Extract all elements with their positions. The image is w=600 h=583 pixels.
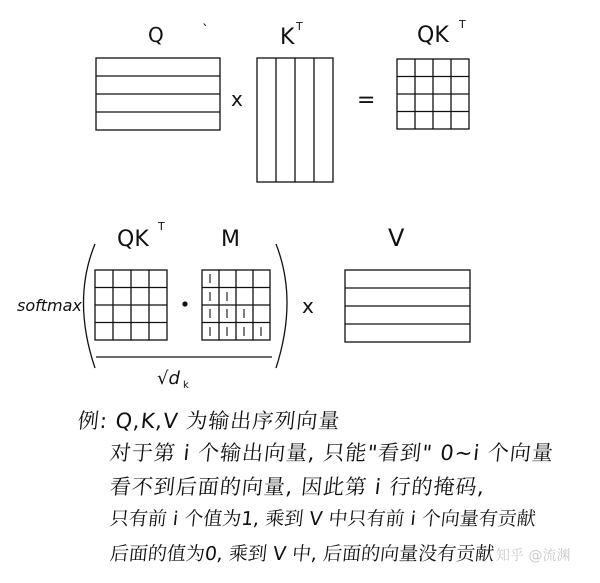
- mask-label: M: [221, 227, 240, 252]
- multiply-operator-top: x: [231, 87, 243, 111]
- qk-label: QK: [117, 227, 149, 252]
- note-line-5: 后面的值为0, 乘到 V 中, 后面的向量没有贡献: [108, 543, 496, 565]
- watermark: 知乎 @流渊: [496, 548, 571, 564]
- qkt-grid: [95, 270, 167, 340]
- q-label: Q: [148, 23, 164, 47]
- dot-operator-mark: [182, 301, 187, 306]
- q-matrix: [96, 58, 220, 130]
- note-line-3: 看不到后面的向量, 因此第 i 行的掩码,: [108, 475, 487, 499]
- note-line-1: 例: Q,K,V 为输出序列向量: [76, 409, 342, 433]
- multiply-operator-bottom: x: [302, 294, 314, 318]
- qkt-result-label: QK: [417, 23, 449, 48]
- qk-superscript: T: [158, 220, 165, 233]
- equals-operator: =: [357, 88, 376, 113]
- mask-grid: [202, 270, 270, 340]
- stray-mark: `: [202, 23, 209, 39]
- v-label: V: [388, 224, 405, 252]
- kt-label: K: [280, 25, 295, 50]
- qkt-result-grid: [397, 59, 469, 129]
- kt-matrix: [257, 58, 333, 182]
- qkt-result-superscript: T: [459, 18, 466, 31]
- left-parenthesis: [84, 244, 96, 368]
- v-matrix: [345, 270, 470, 342]
- note-line-2: 对于第 i 个输出向量, 只能"看到" 0~i 个向量: [108, 441, 556, 465]
- denominator-label: √d: [157, 368, 180, 389]
- kt-superscript: T: [296, 20, 303, 33]
- softmax-label: softmax: [17, 296, 82, 315]
- denominator-subscript: k: [183, 380, 189, 391]
- note-line-4: 只有前 i 个值为1, 乘到 V 中只有前 i 个向量有贡献: [108, 508, 537, 530]
- right-parenthesis: [276, 244, 287, 368]
